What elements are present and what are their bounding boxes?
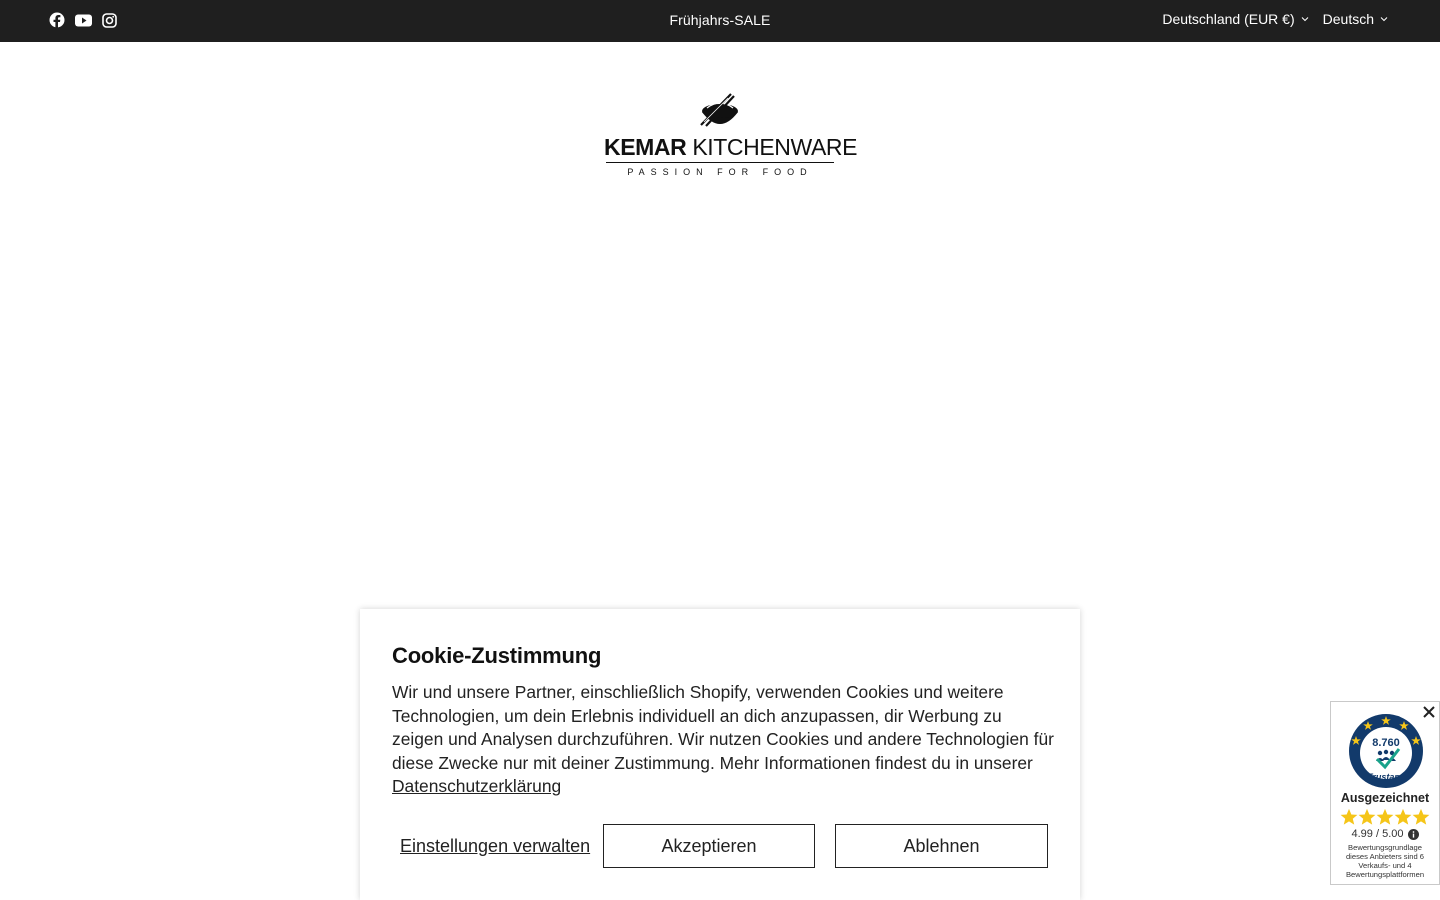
star-icon: [1340, 808, 1358, 826]
language-selector-label: Deutsch: [1322, 11, 1374, 27]
cookie-consent-dialog: [360, 609, 1080, 900]
trust-award-label: Ausgezeichnet: [1340, 791, 1430, 805]
bowl-chopsticks-icon: [698, 92, 742, 132]
trust-basis-text: Bewertungsgrundlage dieses Anbieters sind 6 Verkaufs- und 4 Bewertungsplattformen: [1345, 843, 1425, 879]
trust-rating-value: 4.99 / 5.00: [1351, 828, 1404, 840]
star-icon: [1412, 808, 1430, 826]
trust-seal-icon: [1347, 712, 1425, 790]
language-selector[interactable]: [1323, 11, 1388, 27]
star-icon: [1376, 808, 1394, 826]
chevron-down-icon: [1380, 15, 1388, 23]
trust-badge-widget[interactable]: [1330, 701, 1440, 885]
trust-rating: [1331, 828, 1439, 840]
announcement-bar: [0, 0, 1440, 42]
country-selector[interactable]: [1162, 11, 1308, 27]
trust-review-count: 8.760: [1372, 737, 1400, 749]
accept-button[interactable]: Akzeptieren: [603, 824, 815, 868]
logo-divider: [606, 162, 834, 163]
cookie-description: [392, 681, 1056, 799]
brand-name-light: KITCHENWARE: [692, 134, 858, 160]
brand-name-bold: KEMAR: [604, 134, 687, 160]
trust-brand-name: Trustami: [1367, 772, 1405, 782]
cookie-title: Cookie-Zustimmung: [392, 643, 602, 668]
star-icon: [1358, 808, 1376, 826]
trust-star-rating: [1340, 808, 1432, 826]
country-selector-label: Deutschland (EUR €): [1162, 11, 1295, 27]
info-icon[interactable]: [1408, 829, 1419, 840]
brand-name: [604, 134, 858, 161]
announcement-link[interactable]: Frühjahrs-SALE: [669, 12, 771, 28]
store-logo[interactable]: [604, 92, 858, 182]
cookie-description-text: Wir und unsere Partner, einschließlich Shopify, verwenden Cookies und weitere Technologien, um dein Erlebnis individuell an dich anzupassen, dir Werbung zu zeigen und Analysen durchzuführen. Wir nutzen Cookies und andere Technologien für diese Zwecke nur mit deiner Zustimmung. Mehr Informationen findest du in unserer: [392, 682, 1054, 773]
decline-button[interactable]: Ablehnen: [835, 824, 1048, 868]
manage-settings-button[interactable]: Einstellungen verwalten: [400, 835, 591, 856]
locale-selectors: [1162, 11, 1388, 27]
privacy-policy-link[interactable]: Datenschutzerklärung: [392, 776, 562, 797]
brand-tagline: PASSION FOR FOOD: [627, 167, 813, 177]
chevron-down-icon: [1301, 15, 1309, 23]
star-icon: [1394, 808, 1412, 826]
